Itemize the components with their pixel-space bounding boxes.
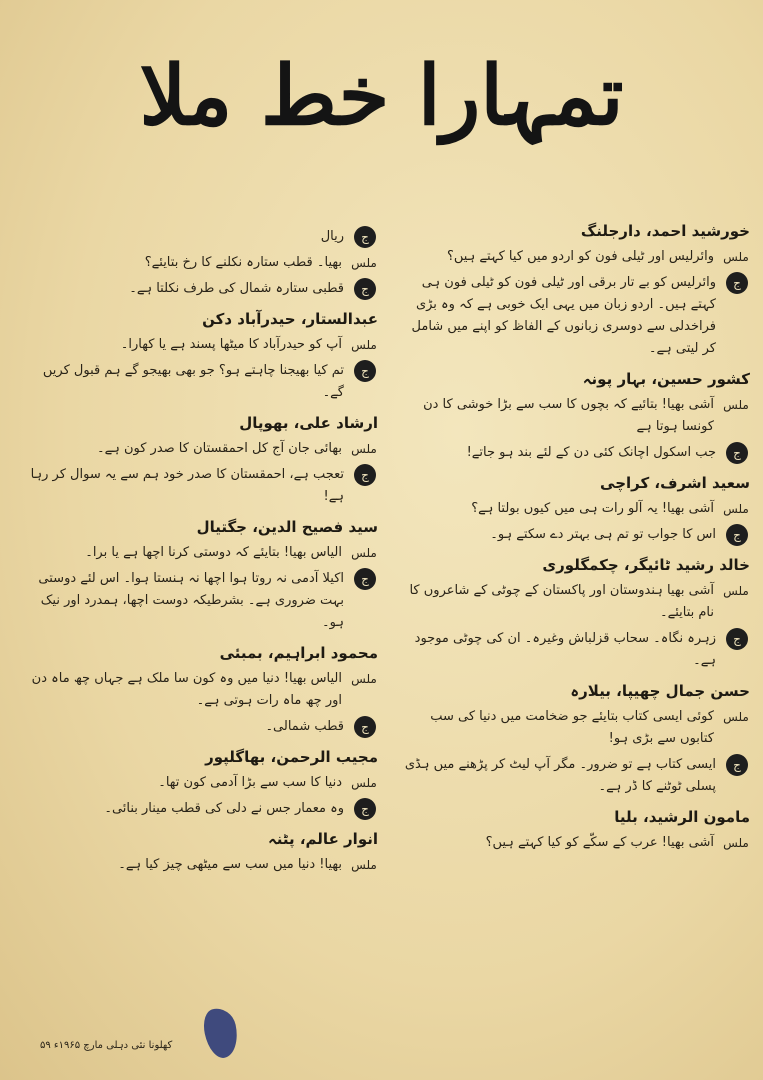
letter-block bbox=[28, 644, 378, 738]
letter-block bbox=[28, 830, 378, 876]
sender-name: مامون الرشید، بلیا bbox=[614, 808, 750, 826]
answer-row bbox=[400, 754, 750, 798]
question-marker: ملس bbox=[723, 710, 749, 724]
answer-text: وہ معمار جس نے دلی کی قطب مینار بنائی۔ bbox=[104, 801, 344, 816]
question-text: بھیا۔ قطب ستارہ نکلنے کا رخ بتایئے؟ bbox=[144, 255, 342, 270]
sender-name: کشور حسین، بہار پونہ bbox=[582, 370, 750, 388]
question-marker: ملس bbox=[351, 338, 377, 352]
answer-row bbox=[28, 464, 378, 508]
letter-block bbox=[400, 556, 750, 672]
letter-block bbox=[28, 414, 378, 508]
question-text: دنیا کا سب سے بڑا آدمی کون تھا۔ bbox=[158, 775, 342, 790]
question-marker: ملس bbox=[351, 776, 377, 790]
sender-name: انوار عالم، پٹنہ bbox=[267, 830, 378, 848]
letter-block bbox=[400, 370, 750, 464]
answer-row bbox=[28, 716, 378, 738]
question-marker: ملس bbox=[723, 250, 749, 264]
answer-text: زہرہ نگاہ۔ سحاب قزلباش وغیرہ۔ ان کی چوٹی موجود ہے۔ bbox=[414, 631, 716, 668]
answer-row bbox=[28, 226, 378, 248]
question-marker: ملس bbox=[351, 546, 377, 560]
question-text: آشی بھیا! عرب کے سکّے کو کیا کہتے ہیں؟ bbox=[485, 835, 714, 850]
question-row bbox=[400, 580, 750, 624]
question-row bbox=[400, 498, 750, 520]
question-marker: ملس bbox=[351, 442, 377, 456]
answer-badge-icon: ج bbox=[354, 360, 376, 382]
question-marker: ملس bbox=[723, 502, 749, 516]
question-text: آپ کو حیدرآباد کا میٹھا پسند ہے یا کھارا۔ bbox=[120, 337, 342, 352]
sender-name: مجیب الرحمن، بھاگلپور bbox=[205, 748, 378, 766]
question-text: الیاس بھیا! دنیا میں وہ کون سا ملک ہے جہاں چھ ماہ دن اور چھ ماہ رات ہوتی ہے۔ bbox=[31, 671, 342, 708]
question-row bbox=[400, 246, 750, 268]
letter-block bbox=[400, 474, 750, 546]
answer-row bbox=[28, 278, 378, 300]
question-marker: ملس bbox=[351, 256, 377, 270]
question-marker: ملس bbox=[723, 584, 749, 598]
answer-row bbox=[400, 628, 750, 672]
sender-name: حسن جمال چھیپا، بیلارہ bbox=[570, 682, 750, 700]
answer-text: قطبی ستارہ شمال کی طرف نکلتا ہے۔ bbox=[129, 281, 344, 296]
answer-badge-icon: ج bbox=[354, 716, 376, 738]
question-text: وائرلیس اور ٹیلی فون کو اردو میں کیا کہتے ہیں؟ bbox=[446, 249, 714, 264]
letter-block bbox=[28, 748, 378, 820]
answer-text: تعجب ہے، احمقستان کا صدر خود ہم سے یہ سوال کر رہا ہے! bbox=[30, 467, 344, 504]
answer-badge-icon: ج bbox=[726, 442, 748, 464]
question-row bbox=[28, 334, 378, 356]
question-marker: ملس bbox=[351, 672, 377, 686]
ink-stain bbox=[200, 1005, 242, 1061]
question-text: آشی بھیا ہندوستان اور پاکستان کے چوٹی کے شاعروں کا نام بتایئے۔ bbox=[409, 583, 714, 620]
answer-text: جب اسکول اچانک کئی دن کے لئے بند ہو جاتے! bbox=[466, 445, 716, 460]
question-text: بھائی جان آج کل احمقستان کا صدر کون ہے۔ bbox=[96, 441, 342, 456]
answer-badge-icon: ج bbox=[354, 278, 376, 300]
sender-name: خالد رشید ٹائیگر، چکمگلوری bbox=[542, 556, 750, 574]
sender-name: سید فصیح الدین، جگتیال bbox=[196, 518, 378, 536]
answer-text: ایسی کتاب ہے تو ضرور۔ مگر آپ لیٹ کر پڑھنے میں ہڈی پسلی ٹوٹنے کا ڈر ہے۔ bbox=[404, 757, 716, 794]
question-row bbox=[28, 668, 378, 712]
answer-text: اکیلا آدمی نہ روتا ہوا اچھا نہ ہنستا ہوا۔ اس لئے دوستی بہت ضروری ہے۔ بشرطیکہ دوست اچھا، ہمدرد اور نیک ہو۔ bbox=[38, 571, 344, 630]
answer-text: اس کا جواب تو تم ہی بہتر دے سکتے ہو۔ bbox=[490, 527, 716, 542]
answer-row bbox=[28, 798, 378, 820]
question-row bbox=[28, 542, 378, 564]
question-text: آشی بھیا! بتائیے کہ بچوں کا سب سے بڑا خوشی کا دن کونسا ہوتا ہے bbox=[423, 397, 714, 434]
question-text: بھیا! دنیا میں سب سے میٹھی چیز کیا ہے۔ bbox=[118, 857, 342, 872]
left-column bbox=[28, 222, 378, 886]
sender-name: ارشاد علی، بھوپال bbox=[239, 414, 378, 432]
answer-text: وائرلیس کو بے تار برقی اور ٹیلی فون کو ٹیلی فون ہی کہتے ہیں۔ اردو زبان میں یہی ایک خوبی ہے کہ وہ بڑی فراخدلی سے دوسری زبانوں کے الفاظ کو اپنے میں شامل کر لیتی ہے۔ bbox=[411, 275, 716, 356]
question-row bbox=[400, 832, 750, 854]
question-text: کوئی ایسی کتاب بتایئے جو ضخامت میں دنیا کی سب کتابوں سے بڑی ہو! bbox=[430, 709, 714, 746]
letter-block bbox=[400, 808, 750, 854]
answer-row bbox=[400, 272, 750, 360]
page-title: تمہارا خط ملا bbox=[139, 48, 624, 144]
answer-badge-icon: ج bbox=[354, 798, 376, 820]
answer-badge-icon: ج bbox=[726, 754, 748, 776]
answer-row bbox=[28, 568, 378, 634]
sender-name: خورشید احمد، دارجلنگ bbox=[580, 222, 750, 240]
letter-block bbox=[400, 682, 750, 798]
question-marker: ملس bbox=[351, 858, 377, 872]
answer-badge-icon: ج bbox=[726, 272, 748, 294]
question-row bbox=[400, 394, 750, 438]
sender-name: سعید اشرف، کراچی bbox=[600, 474, 750, 492]
answer-badge-icon: ج bbox=[726, 524, 748, 546]
answer-badge-icon: ج bbox=[354, 568, 376, 590]
answer-row bbox=[400, 524, 750, 546]
answer-text: ریال bbox=[320, 229, 344, 244]
letter-block bbox=[400, 222, 750, 360]
question-row bbox=[28, 252, 378, 274]
page-footer: کھلونا نئی دہلی مارچ ۱۹۶۵ء ۵۹ bbox=[40, 1040, 173, 1051]
sender-name: محمود ابراہیم، بمبئی bbox=[219, 644, 378, 662]
answer-row bbox=[28, 360, 378, 404]
answer-row bbox=[400, 442, 750, 464]
question-row bbox=[400, 706, 750, 750]
letter-block bbox=[28, 310, 378, 404]
answer-badge-icon: ج bbox=[354, 464, 376, 486]
answer-text: قطب شمالی۔ bbox=[265, 719, 344, 734]
question-row bbox=[28, 772, 378, 794]
question-text: الیاس بھیا! بتایئے کہ دوستی کرنا اچھا ہے یا برا۔ bbox=[85, 545, 342, 560]
letter-block bbox=[28, 518, 378, 634]
sender-name: عبدالستار، حیدرآباد دکن bbox=[202, 310, 378, 328]
question-text: آشی بھیا! یہ آلو رات ہی میں کیوں بولتا ہے؟ bbox=[471, 501, 714, 516]
question-row bbox=[28, 438, 378, 460]
answer-badge-icon: ج bbox=[354, 226, 376, 248]
question-marker: ملس bbox=[723, 836, 749, 850]
question-marker: ملس bbox=[723, 398, 749, 412]
right-column bbox=[400, 222, 750, 864]
answer-badge-icon: ج bbox=[726, 628, 748, 650]
question-row bbox=[28, 854, 378, 876]
answer-text: تم کیا بھیجنا چاہتے ہو؟ جو بھی بھیجو گے ہم قبول کریں گے۔ bbox=[42, 363, 344, 400]
letter-block bbox=[28, 226, 378, 300]
